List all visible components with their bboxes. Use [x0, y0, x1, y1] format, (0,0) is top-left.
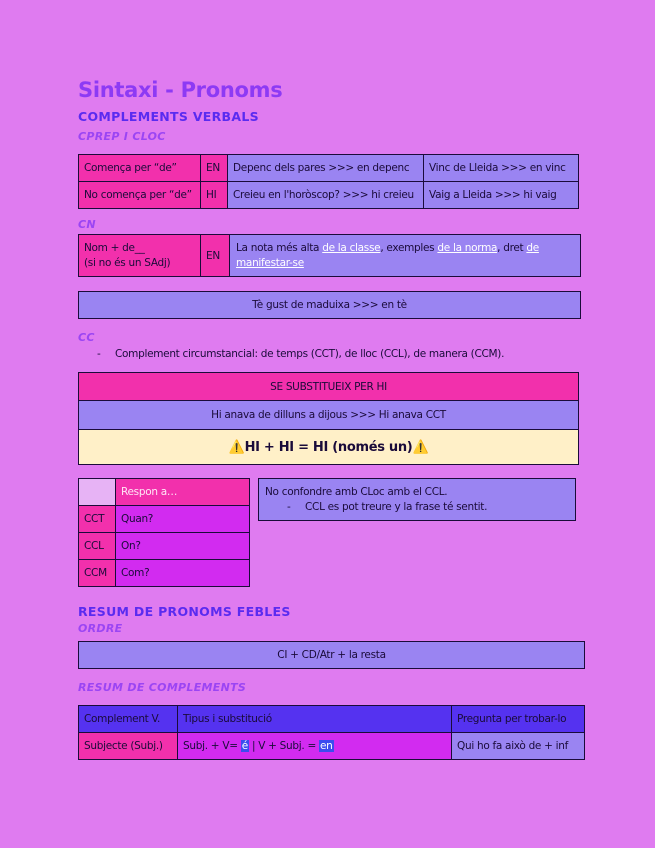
cn-label-line2: (si no és un SAdj) [84, 256, 171, 269]
note-line2: CCL es pot treure y la frase té sentit. [305, 500, 488, 513]
table-row [79, 430, 579, 465]
table-cell: Creieu en l'horòscop? >>> hi creieu [228, 182, 424, 209]
cn-pronoun-cell: EN [201, 235, 230, 277]
table-cell: Quan? [116, 506, 250, 533]
page-title: Sintaxi - Pronoms [78, 78, 283, 102]
table-cell: Depenc dels pares >>> en depenc [228, 155, 424, 182]
link-de-la-classe[interactable]: de la classe [322, 241, 381, 254]
table-row [79, 182, 579, 209]
resum-complements-table [78, 705, 585, 760]
table-cell: CCL [79, 533, 116, 560]
subst-text-a: Subj. + V= [183, 740, 241, 752]
cc-rule-text: HI + HI = HI (només un) [244, 439, 413, 455]
cn-label-line1: Nom + de__ [84, 241, 145, 254]
table-cell: Subjecte (Subj.) [79, 733, 178, 760]
table-cell: CCM [79, 560, 116, 587]
ordre-box [78, 641, 585, 669]
bullet-dash: - [287, 500, 291, 513]
table-cell: CCT [79, 506, 116, 533]
warning-icon: ⚠️ [412, 439, 429, 455]
table-cell: HI [201, 182, 228, 209]
note-line2-row [265, 500, 569, 515]
cn-example-box [78, 291, 581, 319]
table-cell: Qui ho fa això de + inf [452, 733, 585, 760]
table-row [79, 292, 581, 319]
highlight-e: é [241, 740, 248, 752]
highlight-en: en [320, 740, 333, 752]
table-row [79, 235, 581, 277]
subheading-resum-complements: RESUM DE COMPLEMENTS [78, 681, 247, 694]
note-cell [259, 479, 576, 521]
cn-table [78, 234, 581, 277]
table-cell: No comença per “de” [79, 182, 201, 209]
table-header: Tipus i substitució [178, 706, 452, 733]
subheading-cc: CC [78, 331, 95, 344]
link-de-la-norma[interactable]: de la norma [437, 241, 498, 254]
table-row [79, 373, 579, 401]
cn-example-cell [230, 235, 581, 277]
cn-label-cell [79, 235, 201, 277]
table-row [79, 706, 585, 733]
link-de[interactable]: de [526, 241, 539, 254]
table-row [79, 401, 579, 430]
cc-box [78, 372, 579, 465]
cn-text-b: , exemples [380, 241, 438, 254]
table-cell [178, 733, 452, 760]
subheading-ordre: ORDRE [78, 622, 123, 635]
table-header: Pregunta per trobar-lo [452, 706, 585, 733]
cc-box-row2: Hi anava de dilluns a dijous >>> Hi anava CCT [79, 401, 579, 430]
cc-question-table [78, 478, 250, 587]
table-row [79, 533, 250, 560]
warning-icon: ⚠️ [228, 439, 245, 455]
cc-box-row3 [79, 430, 579, 465]
table-cell: On? [116, 533, 250, 560]
note-box [258, 478, 576, 521]
table-cell: Vaig a Lleida >>> hi vaig [424, 182, 579, 209]
table-cell: Com? [116, 560, 250, 587]
ordre-text: CI + CD/Atr + la resta [79, 642, 585, 669]
table-header: Complement V. [79, 706, 178, 733]
table-row [259, 479, 576, 521]
section-heading-complements-verbals: COMPLEMENTS VERBALS [78, 109, 259, 124]
cc-box-row1: SE SUBSTITUEIX PER HI [79, 373, 579, 401]
cprep-table [78, 154, 579, 209]
table-row [79, 560, 250, 587]
table-cell: EN [201, 155, 228, 182]
cc-bullet [97, 348, 504, 360]
subheading-cprep-cloc: CPREP I CLOC [78, 130, 166, 143]
table-row [79, 642, 585, 669]
cn-text-a: La nota més alta [236, 241, 323, 254]
link-manifestar-se[interactable]: manifestar-se [236, 256, 304, 269]
table-cell-empty [79, 479, 116, 506]
table-cell: Comença per “de” [79, 155, 201, 182]
table-row [79, 506, 250, 533]
section-heading-resum-pronoms: RESUM DE PRONOMS FEBLES [78, 604, 291, 619]
subheading-cn: CN [78, 218, 96, 231]
cn-text-c: , dret [497, 241, 527, 254]
table-header: Respon a… [116, 479, 250, 506]
table-row [79, 479, 250, 506]
cn-example-text: Tè gust de maduixa >>> en tè [79, 292, 581, 319]
table-row [79, 155, 579, 182]
bullet-dash: - [97, 348, 101, 360]
table-row [79, 733, 585, 760]
table-cell: Vinc de Lleida >>> en vinc [424, 155, 579, 182]
note-line1: No confondre amb CLoc amb el CCL. [265, 485, 448, 498]
cc-bullet-text: Complement circumstancial: de temps (CCT), de lloc (CCL), de manera (CCM). [115, 348, 505, 360]
subst-text-b: | V + Subj. = [248, 740, 319, 752]
